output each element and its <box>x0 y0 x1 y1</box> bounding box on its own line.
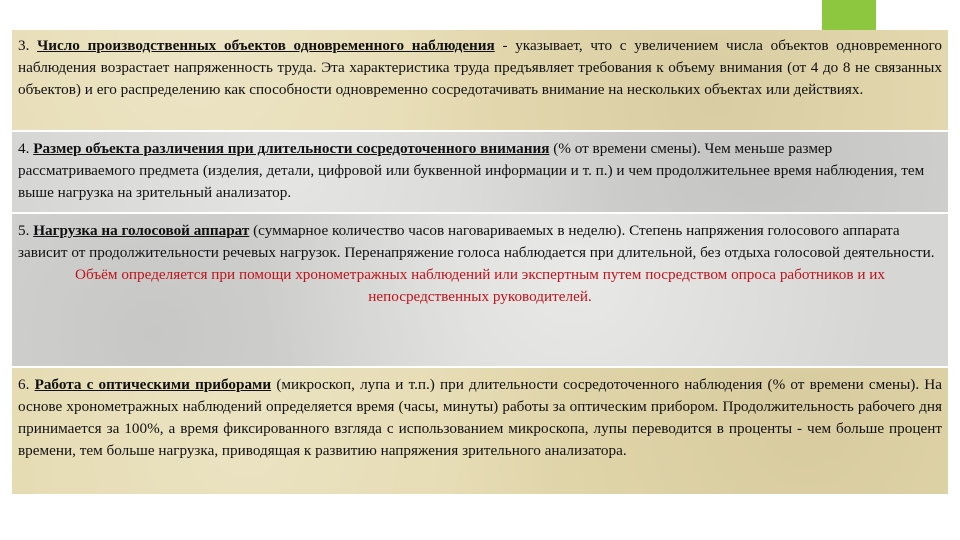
accent-bar <box>822 0 876 32</box>
item-5-number: 5. <box>18 222 30 239</box>
item-3-number: 3. <box>18 37 30 54</box>
item-4-paragraph <box>18 138 942 204</box>
item-5-text: (суммарное количество часов наговариваемых в неделю). Степень напряжения голосового аппарата зависит от продолжительности речевых нагрузок. Перенапряжение голоса наблюдается при длительной, без отдыха голосовой деятельности. <box>18 222 935 261</box>
item-6-heading: Работа с оптическими приборами <box>34 376 272 393</box>
item-6-text: (микроскоп, лупа и т.п.) при длительности сосредоточенного наблюдения (% от времени смены). На основе хронометражных наблюдений определяется время (часы, минуты) работы за оптическим прибором. Продолжительность рабочего дня принимается за 100%, а время фиксированного взгляда с использованием микроскопа, лупы переводится в проценты - чем больше процент времени, тем больше нагрузка, приводящая к развитию напряжения зрительного анализатора. <box>18 376 943 459</box>
item-6-paragraph <box>18 374 942 462</box>
item-3-block <box>12 30 948 130</box>
item-5-paragraph <box>18 220 942 264</box>
item-3-heading: Число производственных объектов одновременного наблюдения <box>37 37 495 54</box>
item-5-note: Объём определяется при помощи хронометражных наблюдений или экспертным путем посредством опроса работников и их непосредственных руководителей. <box>75 266 885 305</box>
item-4-number: 4. <box>18 140 30 157</box>
item-3-text: - указывает, что с увеличением числа объектов одновременного наблюдения возрастает напряженность труда. Эта характеристика труда предъявляет требования к объему внимания (от 4 до 8 не связанных объектов) и его распределению как способности одновременно сосредотачивать внимание на нескольких объектах или действиях. <box>18 37 942 98</box>
item-3-paragraph <box>18 35 942 101</box>
item-5-block <box>12 214 948 366</box>
item-5-heading: Нагрузка на голосовой аппарат <box>33 222 250 239</box>
item-4-text: (% от времени смены). Чем меньше размер рассматриваемого предмета (изделия, детали, цифровой или буквенной информации и т. п.) и чем продолжительнее время наблюдения, тем выше нагрузка на зрительный анализатор. <box>18 140 925 201</box>
item-6-block <box>12 368 948 494</box>
item-4-block <box>12 132 948 212</box>
item-4-heading: Размер объекта различения при длительности сосредоточенного внимания <box>33 140 550 157</box>
item-6-number: 6. <box>18 376 30 393</box>
